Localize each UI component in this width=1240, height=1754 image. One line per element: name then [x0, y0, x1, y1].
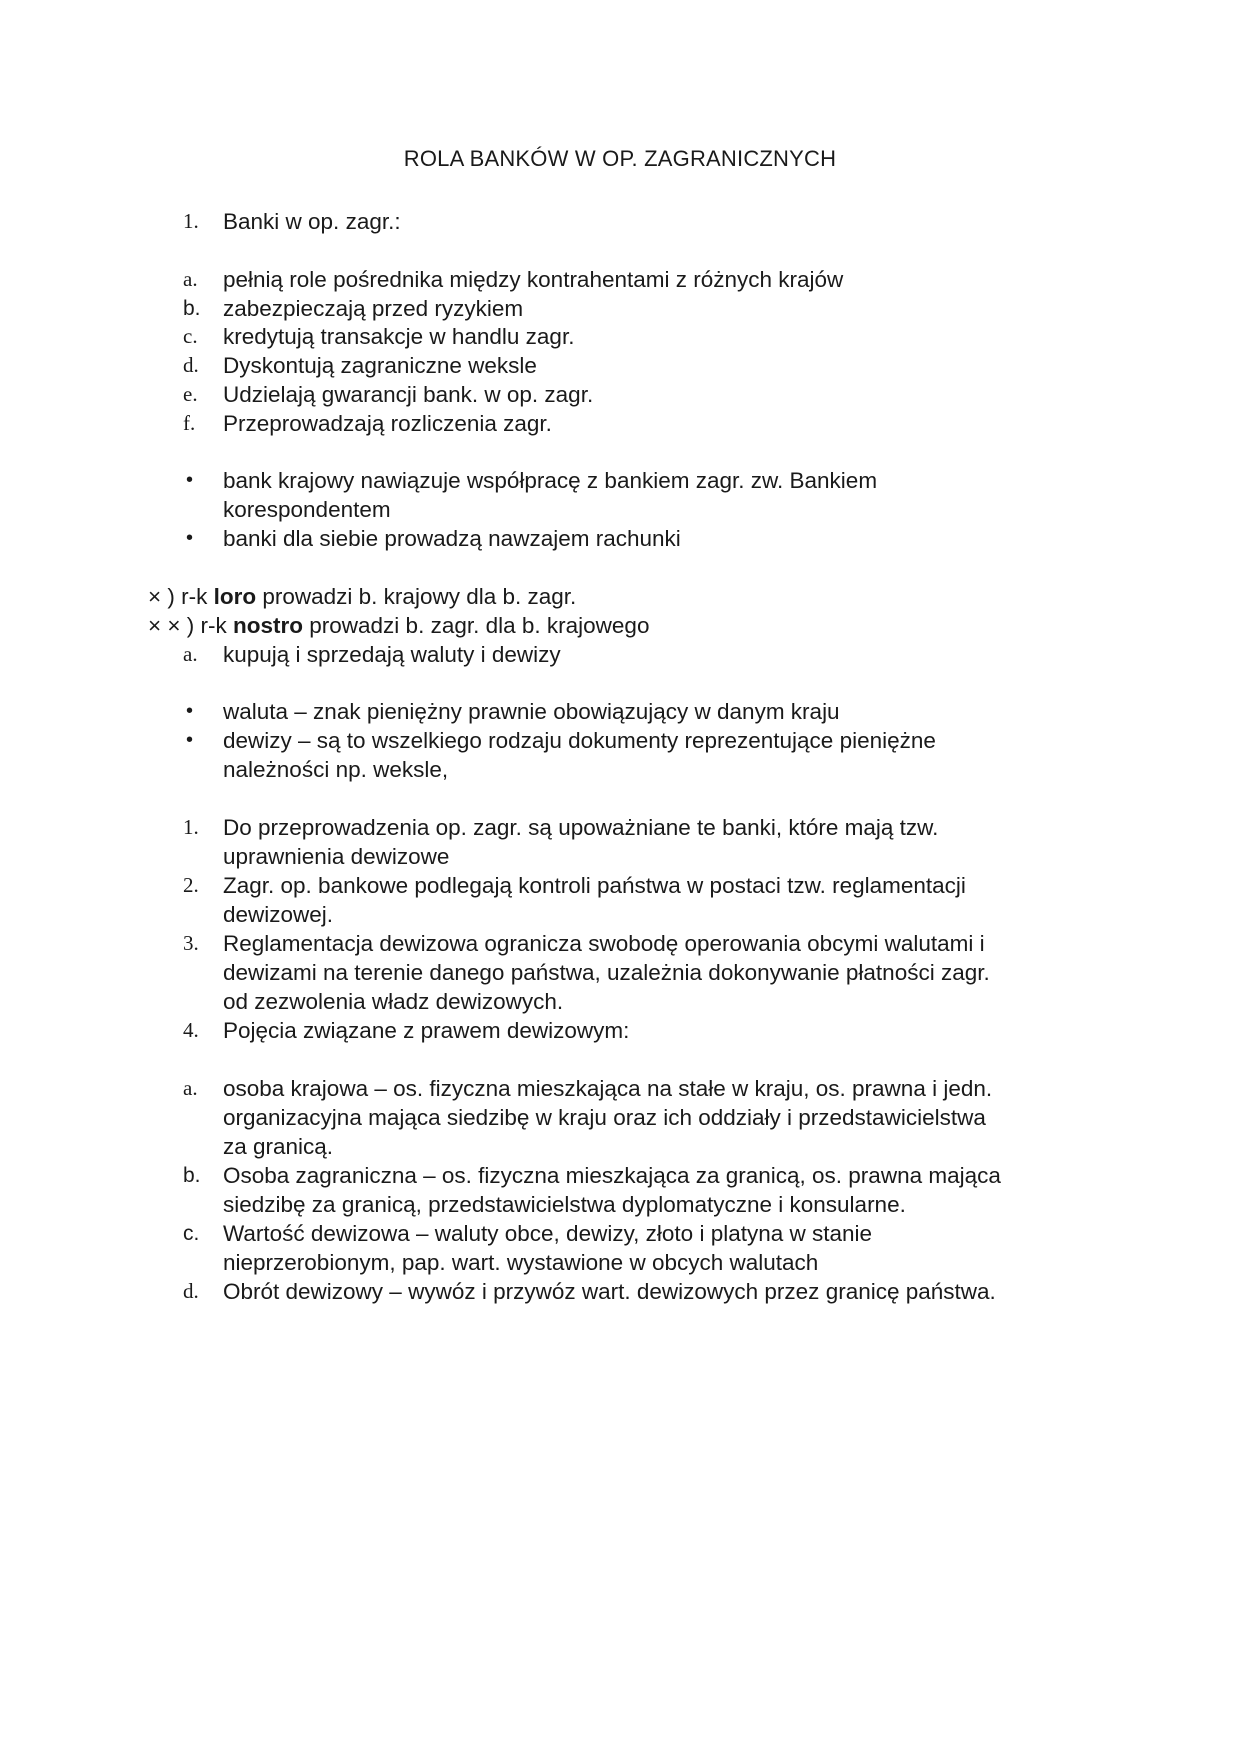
list-marker: d. — [183, 1279, 199, 1303]
list-item-text: zabezpieczają przed ryzykiem — [223, 296, 524, 321]
definition-text: osoba krajowa – os. fizyczna mieszkająca na stałe w kraju, os. prawna i jedn. — [223, 1076, 993, 1101]
list-marker: 1. — [183, 815, 199, 839]
numbered-item-text: Do przeprowadzenia op. zagr. są upoważniane te banki, które mają tzw. — [223, 815, 939, 840]
list-marker: a. — [183, 267, 198, 291]
list-marker: b. — [183, 1164, 201, 1187]
list-marker: d. — [183, 353, 199, 377]
numbered-item-text: dewizowej. — [223, 902, 334, 927]
bullet-item-text: bank krajowy nawiązuje współpracę z bankiem zagr. zw. Bankiem — [223, 468, 878, 493]
list-marker: c. — [183, 324, 198, 348]
bullet-icon: • — [186, 700, 194, 722]
account-term: nostro — [233, 613, 304, 638]
list-item-text: kredytują transakcje w handlu zagr. — [223, 324, 575, 349]
bullet-item-text: dewizy – są to wszelkiego rodzaju dokumenty reprezentujące pieniężne — [223, 728, 936, 753]
definition-text: Osoba zagraniczna – os. fizyczna mieszkająca za granicą, os. prawna mająca — [223, 1163, 1001, 1188]
list-marker: c. — [183, 1222, 200, 1245]
list-marker: 4. — [183, 1018, 199, 1042]
list-marker: b. — [183, 297, 201, 320]
list-item-text: Udzielają gwarancji bank. w op. zagr. — [223, 382, 594, 407]
numbered-item-text: Pojęcia związane z prawem dewizowym: — [223, 1018, 630, 1043]
list-item-text: Dyskontują zagraniczne weksle — [223, 353, 537, 378]
numbered-item-text: uprawnienia dewizowe — [223, 844, 450, 869]
account-nostro-text — [148, 611, 1108, 640]
account-term: loro — [213, 584, 257, 609]
bullet-item-text: należności np. weksle, — [223, 757, 449, 782]
definition-text: nieprzerobionym, pap. wart. wystawione w obcych walutach — [223, 1250, 819, 1275]
list-marker: a. — [183, 1076, 198, 1100]
list-marker: e. — [183, 382, 198, 406]
bullet-icon: • — [186, 469, 194, 491]
list-marker: 2. — [183, 873, 199, 897]
account-prefix: × ) r-k — [148, 584, 214, 609]
definition-text: Obrót dewizowy – wywóz i przywóz wart. dewizowych przez granicę państwa. — [223, 1279, 996, 1304]
bullet-item-text: korespondentem — [223, 497, 391, 522]
account-description: prowadzi b. zagr. dla b. krajowego — [303, 613, 650, 638]
definition-text: Wartość dewizowa – waluty obce, dewizy, złoto i platyna w stanie — [223, 1221, 873, 1246]
list-marker: 3. — [183, 931, 199, 955]
definition-text: siedzibę za granicą, przedstawicielstwa dyplomatyczne i konsularne. — [223, 1192, 906, 1217]
account-prefix: × × ) r-k — [148, 613, 234, 638]
definition-text: za granicą. — [223, 1134, 334, 1159]
list-item-text: kupują i sprzedają waluty i dewizy — [223, 642, 561, 667]
list-item-text: pełnią role pośrednika między kontrahentami z różnych krajów — [223, 267, 844, 292]
bullet-item-text: waluta – znak pieniężny prawnie obowiązujący w danym kraju — [223, 699, 840, 724]
numbered-item-text: Reglamentacja dewizowa ogranicza swobodę operowania obcymi walutami i — [223, 931, 985, 956]
list-marker: 1. — [183, 209, 199, 233]
account-loro-text — [148, 582, 1108, 611]
section-heading-text: Banki w op. zagr.: — [223, 209, 401, 234]
numbered-item-text: od zezwolenia władz dewizowych. — [223, 989, 564, 1014]
bullet-icon: • — [186, 729, 194, 751]
bullet-item-text: banki dla siebie prowadzą nawzajem rachunki — [223, 526, 681, 551]
list-marker: a. — [183, 642, 198, 666]
list-marker: f. — [183, 411, 196, 435]
numbered-item-text: Zagr. op. bankowe podlegają kontroli państwa w postaci tzw. reglamentacji — [223, 873, 966, 898]
account-description: prowadzi b. krajowy dla b. zagr. — [256, 584, 577, 609]
list-item-text: Przeprowadzają rozliczenia zagr. — [223, 411, 552, 436]
numbered-item-text: dewizami na terenie danego państwa, uzależnia dokonywanie płatności zagr. — [223, 960, 990, 985]
document-title: ROLA BANKÓW W OP. ZAGRANICZNYCH — [403, 146, 837, 171]
bullet-icon: • — [186, 527, 194, 549]
definition-text: organizacyjna mająca siedzibę w kraju oraz ich oddziały i przedstawicielstwa — [223, 1105, 986, 1130]
